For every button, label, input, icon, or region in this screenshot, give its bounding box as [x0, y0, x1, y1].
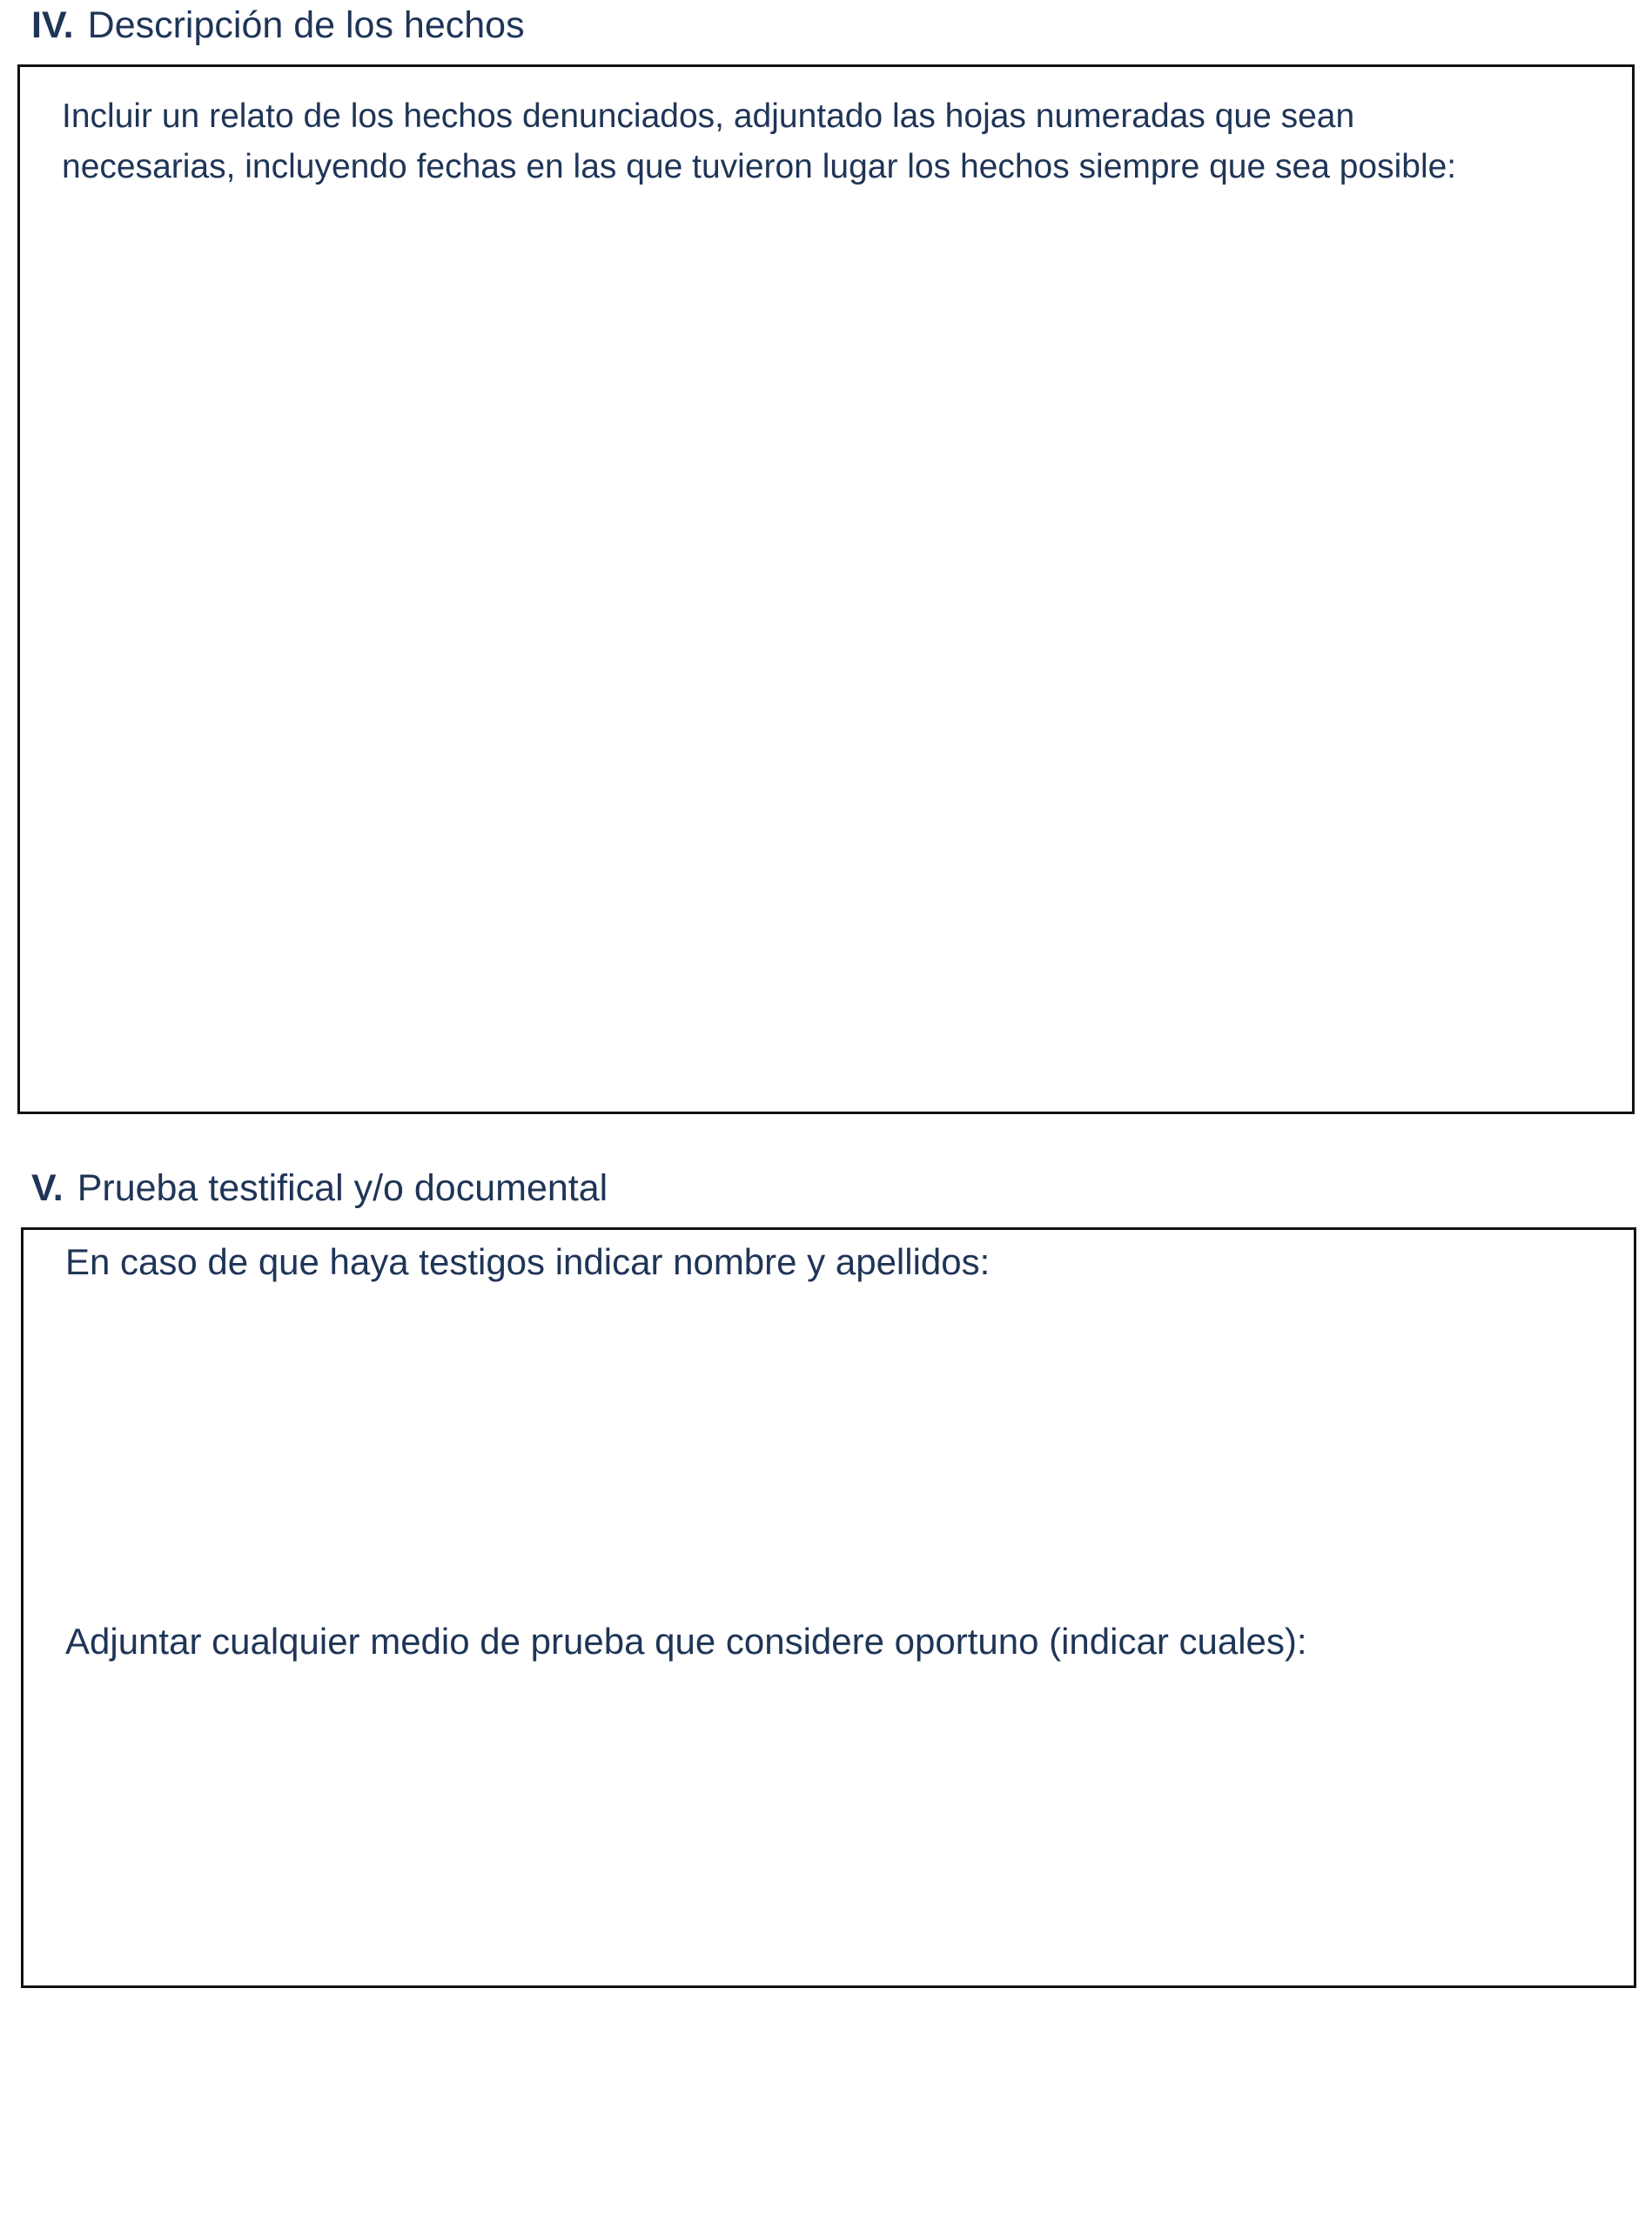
section-iv-title: Descripción de los hechos — [87, 4, 525, 46]
section-iv-heading — [31, 4, 525, 46]
facts-instructions — [62, 91, 1456, 192]
section-iv-number: IV. — [31, 4, 74, 46]
section-v-heading — [31, 1167, 608, 1209]
witnesses-prompt: En caso de que haya testigos indicar nombre y apellidos: — [65, 1241, 991, 1282]
evidence-prompt: Adjuntar cualquier medio de prueba que considere oportuno (indicar cuales): — [65, 1621, 1307, 1662]
section-v-title: Prueba testifical y/o documental — [77, 1167, 608, 1209]
evidence-box[interactable] — [21, 1227, 1636, 1988]
section-v-number: V. — [31, 1167, 64, 1209]
facts-instructions-line-1: Incluir un relato de los hechos denunciados, adjuntado las hojas numeradas que sean — [62, 97, 1355, 135]
facts-instructions-line-2: necesarias, incluyendo fechas en las que tuvieron lugar los hechos siempre que sea posible: — [62, 148, 1457, 185]
facts-description-box[interactable] — [17, 64, 1635, 1114]
